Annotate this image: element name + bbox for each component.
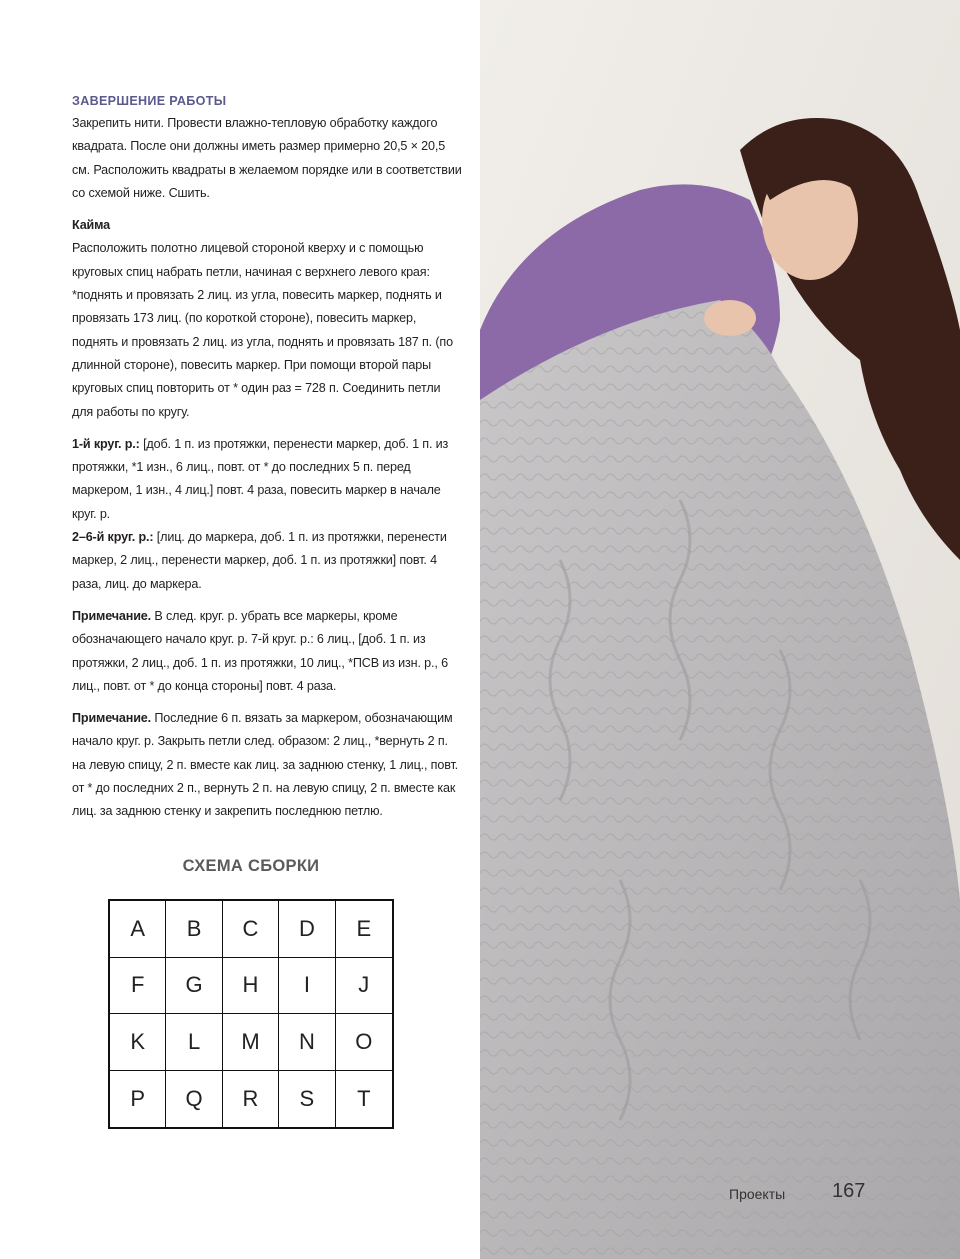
grid-cell: J [336, 958, 392, 1015]
grid-cell: N [279, 1014, 335, 1071]
border-title: Кайма [72, 218, 110, 233]
note1-text: В след. круг. р. убрать все маркеры, кроме обозначающего начало круг. р. 7-й круг. р.: 6 лиц., [доб. 1 п. из протяжки, 2 лиц., доб. 1 п. из протяжки, 10 лиц., *ПСВ из изн. р., 6 лиц., повт. от * до конца стороны] повт. 4 раза. [72, 608, 448, 693]
grid-cell: H [223, 958, 279, 1015]
footer-section-label: Проекты [729, 1186, 786, 1202]
note1-label: Примечание. [72, 608, 152, 623]
note2-label: Примечание. [72, 711, 152, 726]
note2-text: Последние 6 п. вязать за маркером, обозначающим начало круг. р. Закрыть петли след. образом: 2 лиц., *вернуть 2 п. на левую спицу, 2 п. вместе как лиц. за заднюю стенку, 1 лиц., повт. от * до последних 2 п., вернуть 2 п. на левую спицу, 2 п. вместе как лиц. за заднюю стенку и закрепить последнюю петлю. [72, 711, 459, 819]
grid-cell: P [110, 1071, 166, 1128]
finishing-text: Закрепить нити. Провести влажно-тепловую обработку каждого квадрата. После они должны иметь размер примерно 20,5 × 20,5 см. Расположить квадраты в желаемом порядке или в соответствии со схемой ниже. Сшить. [72, 116, 462, 200]
grid-cell: S [279, 1071, 335, 1128]
round1-label: 1-й круг. р.: [72, 436, 140, 451]
grid-cell: F [110, 958, 166, 1015]
round2-text: [лиц. до маркера, доб. 1 п. из протяжки, перенести маркер, 2 лиц., перенести маркер, доб. 1 п. из протяжки] повт. 4 раза, лиц. до маркера. [72, 530, 447, 591]
grid-cell: C [223, 901, 279, 958]
finishing-title: ЗАВЕРШЕНИЕ РАБОТЫ [72, 94, 227, 108]
note1-paragraph [72, 605, 464, 698]
round2-paragraph [72, 526, 464, 596]
hand-left [704, 300, 756, 336]
instructions-column [72, 90, 464, 833]
page-number: 167 [832, 1180, 866, 1202]
photo-illustration [480, 0, 960, 1259]
grid-cell: G [166, 958, 222, 1015]
grid-cell: O [336, 1014, 392, 1071]
note2-paragraph [72, 707, 464, 823]
grid-cell: K [110, 1014, 166, 1071]
round2-label: 2–6-й круг. р.: [72, 530, 154, 545]
grid-cell: Q [166, 1071, 222, 1128]
grid-cell: D [279, 901, 335, 958]
grid-cell: B [166, 901, 222, 958]
grid-cell: R [223, 1071, 279, 1128]
assembly-grid [108, 899, 394, 1129]
grid-cell: T [357, 1085, 371, 1111]
scheme-title: СХЕМА СБОРКИ [182, 857, 320, 875]
round1-text: [доб. 1 п. из протяжки, перенести маркер, доб. 1 п. из протяжки, *1 изн., 6 лиц., повт. от * до последних 5 п. перед маркером, 1 изн., 4 лиц.] повт. 4 раза, повесить маркер в начале круг. р. [72, 436, 449, 521]
round1-paragraph [72, 433, 464, 526]
grid-cell: E [336, 901, 392, 958]
border-text: Расположить полотно лицевой стороной кверху и с помощью круговых спиц набрать петли, начиная с верхнего левого края: *поднять и провязать 2 лиц. из угла, повесить маркер, поднять и провязать 173 лиц. (по короткой стороне), повесить маркер, поднять и провязать 2 лиц. из угла, поднять и провязать 187 п. (по длинной стороне), повесить маркер. При помощи второй пары круговых спиц повторить от * один раз = 728 п. Соединить петли для работы по кругу. [72, 241, 453, 419]
grid-cell: I [279, 958, 335, 1015]
grid-cell: M [223, 1014, 279, 1071]
blanket-photo [480, 0, 960, 1259]
grid-cell: L [166, 1014, 222, 1071]
grid-cell: A [110, 901, 166, 958]
